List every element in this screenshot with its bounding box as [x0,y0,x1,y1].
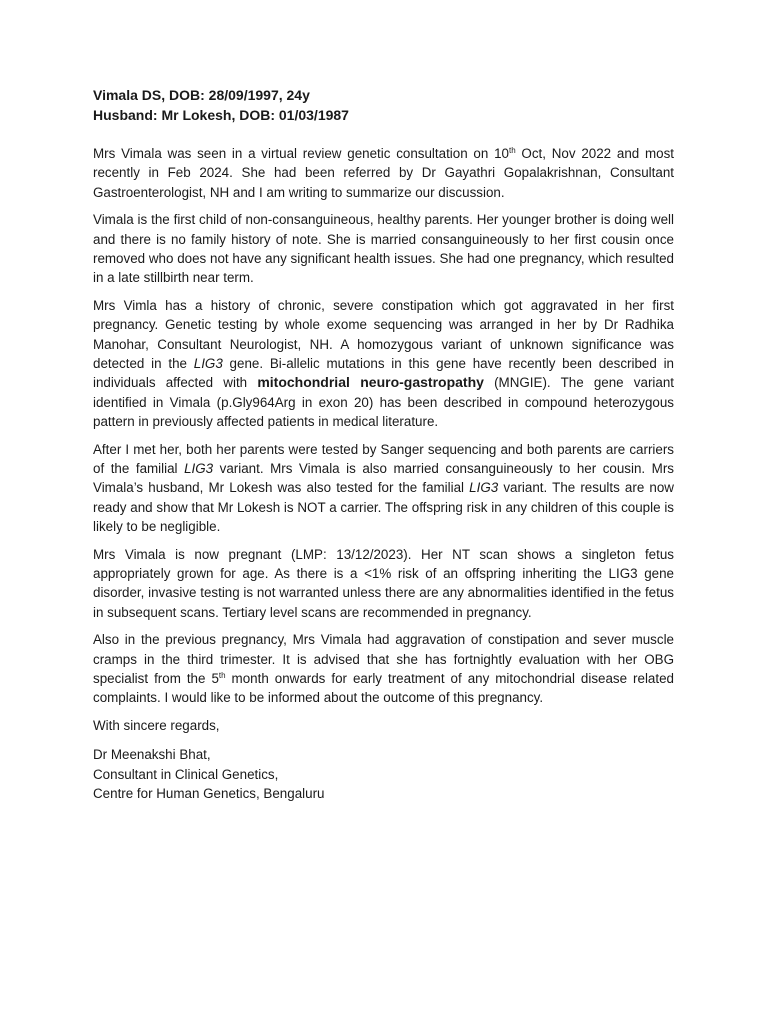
closing-line: With sincere regards, [93,718,220,734]
text-run: After I met her, both her parents were tested by Sanger sequencing and both parents are carriers of the familial [93,441,674,476]
signatory-title: Consultant in Clinical Genetics, [93,766,279,782]
husband-line: Husband: Mr Lokesh, DOB: 01/03/1987 [93,106,349,123]
letter-body [93,86,674,803]
signature-block [93,745,674,803]
text-run: gene. Bi-allelic mutations in this gene have recently been described in individuals affected with [93,355,674,391]
paragraph-recommendations [93,630,674,707]
patient-line: Vimala DS, DOB: 28/09/1997, 24y [93,87,310,103]
text-run: Also in the previous pregnancy, Mrs Vimala had aggravation of constipation and sever muscle cramps in the third trimester. It is advised that she has fortnightly evaluation with her OBG specialist from the 5 [93,632,674,686]
text-run: variant. The results are now ready and show that Mr Lokesh is NOT a carrier. The offspring risk in any children of this couple is likely to be negligible. [93,480,674,534]
paragraph-carrier-testing [93,440,674,536]
paragraph-current-pregnancy: Mrs Vimala is now pregnant (LMP: 13/12/2023). Her NT scan shows a singleton fetus appropriately grown for age. As there is a <1% risk of an offspring inheriting the LIG3 gene disorder, invasive testing is not warranted unless there are any abnormalities identified in the fetus in subsequent scans. Tertiary level scans are recommended in pregnancy. [93,546,674,620]
text-run: Mrs Vimla has a history of chronic, severe constipation which got aggravated in her first pregnancy. Genetic testing by whole exome sequencing was arranged in her by Dr Radhika Manohar, Consultant Neurologist, NH. A homozygous variant of unknown significance was detected in the [93,298,674,371]
text-run: Oct, Nov 2022 and most recently in Feb 2024. She had been referred by Dr Gayathri Gopalakrishnan, Consultant Gastroenterologist, NH and I am writing to summarize our discussion. [93,146,674,200]
text-run: month onwards for early treatment of any mitochondrial disease related complaints. I would like to be informed about the outcome of this pregnancy. [93,670,674,706]
condition-name: mitochondrial neuro-gastropathy [257,374,484,391]
signatory-name: Dr Meenakshi Bhat, [93,747,211,763]
superscript: th [508,146,516,155]
signatory-organization: Centre for Human Genetics, Bengaluru [93,785,325,801]
gene-name: LIG3 [469,480,499,496]
paragraph-family-history: Vimala is the first child of non-consanguineous, healthy parents. Her younger brother is doing well and there is no family history of note. She is married consanguineously to her first cousin once removed who does not have any significant health issues. She had one pregnancy, which resulted in a late stillbirth near term. [93,212,674,286]
superscript: th [218,670,226,680]
text-run: Mrs Vimala was seen in a virtual review genetic consultation on 10 [93,146,509,161]
paragraph-consultation [93,144,674,202]
text-run: variant. Mrs Vimala is also married consanguineously to her cousin. Mrs Vimala’s husband, Mr Lokesh was also tested for the familial [93,460,674,496]
paragraph-genetic-testing [93,296,674,431]
gene-name: LIG3 [193,355,223,371]
letter-header [93,86,674,125]
gene-name: LIG3 [184,460,214,476]
text-run: (MNGIE). The gene variant identified in Vimala (p.Gly964Arg in exon 20) has been described in compound heterozygous pattern in previously affected patients in medical literature. [93,375,674,429]
